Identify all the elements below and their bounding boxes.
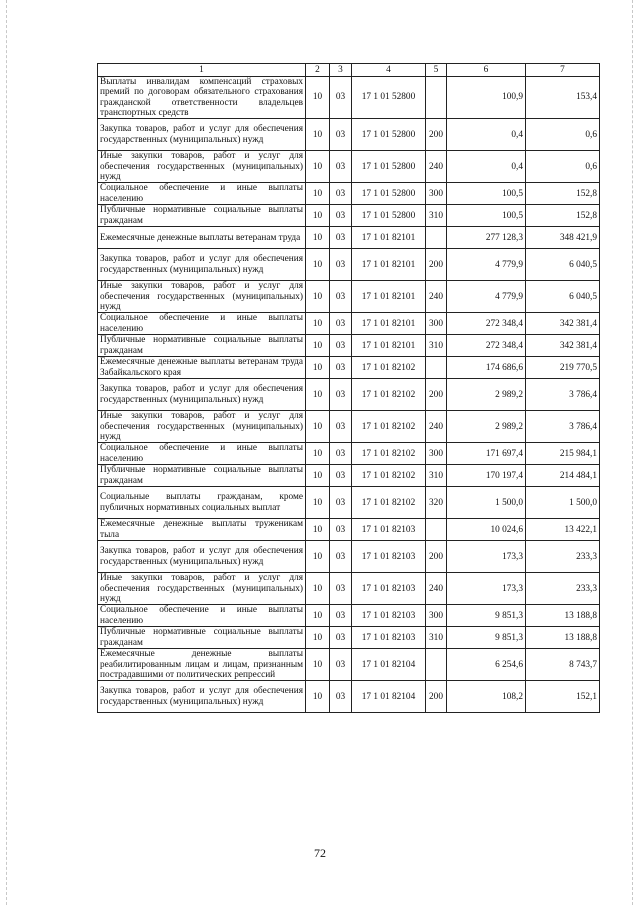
row-name-cell: Ежемесячные денежные выплаты ветеранам труда Забайкальского края (98, 357, 306, 379)
subsection-code-cell: 03 (330, 357, 352, 379)
target-article-cell: 17 1 01 82102 (352, 411, 426, 443)
section-code-cell: 10 (306, 151, 330, 183)
subsection-code-cell: 03 (330, 119, 352, 151)
expense-type-cell: 240 (426, 573, 447, 605)
table-row (98, 151, 600, 183)
table-row (98, 605, 600, 627)
subsection-code-cell: 03 (330, 443, 352, 465)
subsection-code-cell: 03 (330, 465, 352, 487)
section-code-cell: 10 (306, 205, 330, 227)
expense-type-cell: 300 (426, 605, 447, 627)
row-name-cell: Публичные нормативные социальные выплаты гражданам (98, 335, 306, 357)
row-name-cell: Закупка товаров, работ и услуг для обеспечения государственных (муниципальных) нужд (98, 681, 306, 713)
amount-col6-cell: 0,4 (447, 151, 526, 183)
subsection-code-cell: 03 (330, 605, 352, 627)
table-row (98, 379, 600, 411)
row-name-cell: Закупка товаров, работ и услуг для обеспечения государственных (муниципальных) нужд (98, 379, 306, 411)
section-code-cell: 10 (306, 411, 330, 443)
amount-col6-cell: 9 851,3 (447, 627, 526, 649)
row-name-cell: Ежемесячные денежные выплаты реабилитированным лицам и лицам, признанным пострадавшими от политических репрессий (98, 649, 306, 681)
subsection-code-cell: 03 (330, 627, 352, 649)
section-code-cell: 10 (306, 357, 330, 379)
section-code-cell: 10 (306, 681, 330, 713)
expense-type-cell: 320 (426, 487, 447, 519)
section-code-cell: 10 (306, 649, 330, 681)
target-article-cell: 17 1 01 82102 (352, 379, 426, 411)
amount-col7-cell: 348 421,9 (526, 227, 600, 249)
section-code-cell: 10 (306, 605, 330, 627)
section-code-cell: 10 (306, 281, 330, 313)
table-row (98, 443, 600, 465)
section-code-cell: 10 (306, 465, 330, 487)
row-name-cell: Социальные выплаты гражданам, кроме публичных нормативных социальных выплат (98, 487, 306, 519)
column-header: 3 (330, 64, 352, 77)
expense-type-cell (426, 649, 447, 681)
amount-col6-cell: 171 697,4 (447, 443, 526, 465)
amount-col7-cell: 8 743,7 (526, 649, 600, 681)
page-number: 72 (314, 846, 326, 860)
target-article-cell: 17 1 01 82101 (352, 281, 426, 313)
amount-col7-cell: 153,4 (526, 77, 600, 119)
table-row (98, 357, 600, 379)
budget-table (97, 63, 600, 713)
column-header: 7 (526, 64, 600, 77)
amount-col6-cell: 10 024,6 (447, 519, 526, 541)
amount-col7-cell: 215 984,1 (526, 443, 600, 465)
row-name-cell: Закупка товаров, работ и услуг для обеспечения государственных (муниципальных) нужд (98, 249, 306, 281)
expense-type-cell: 200 (426, 681, 447, 713)
row-name-cell: Иные закупки товаров, работ и услуг для обеспечения государственных (муниципальных) нужд (98, 411, 306, 443)
section-code-cell: 10 (306, 443, 330, 465)
subsection-code-cell: 03 (330, 183, 352, 205)
target-article-cell: 17 1 01 52800 (352, 205, 426, 227)
expense-type-cell: 310 (426, 465, 447, 487)
section-code-cell: 10 (306, 313, 330, 335)
subsection-code-cell: 03 (330, 281, 352, 313)
table-row (98, 183, 600, 205)
amount-col6-cell: 108,2 (447, 681, 526, 713)
amount-col7-cell: 152,8 (526, 183, 600, 205)
expense-type-cell: 300 (426, 443, 447, 465)
subsection-code-cell: 03 (330, 649, 352, 681)
section-code-cell: 10 (306, 379, 330, 411)
expense-type-cell: 200 (426, 379, 447, 411)
subsection-code-cell: 03 (330, 227, 352, 249)
subsection-code-cell: 03 (330, 681, 352, 713)
row-name-cell: Социальное обеспечение и иные выплаты населению (98, 183, 306, 205)
subsection-code-cell: 03 (330, 487, 352, 519)
target-article-cell: 17 1 01 52800 (352, 77, 426, 119)
table-row (98, 627, 600, 649)
row-name-cell: Иные закупки товаров, работ и услуг для обеспечения государственных (муниципальных) нужд (98, 573, 306, 605)
expense-type-cell: 240 (426, 281, 447, 313)
scan-edge-left (6, 0, 7, 905)
expense-type-cell: 310 (426, 335, 447, 357)
table-row (98, 313, 600, 335)
target-article-cell: 17 1 01 82101 (352, 227, 426, 249)
table-row (98, 335, 600, 357)
table-row (98, 649, 600, 681)
amount-col7-cell: 6 040,5 (526, 249, 600, 281)
amount-col6-cell: 173,3 (447, 573, 526, 605)
target-article-cell: 17 1 01 82101 (352, 313, 426, 335)
scan-edge-right (632, 0, 633, 905)
table-body (98, 77, 600, 713)
section-code-cell: 10 (306, 627, 330, 649)
row-name-cell: Иные закупки товаров, работ и услуг для обеспечения государственных (муниципальных) нужд (98, 281, 306, 313)
amount-col7-cell: 3 786,4 (526, 411, 600, 443)
table-row (98, 281, 600, 313)
subsection-code-cell: 03 (330, 379, 352, 411)
target-article-cell: 17 1 01 82102 (352, 357, 426, 379)
amount-col6-cell: 9 851,3 (447, 605, 526, 627)
row-name-cell: Публичные нормативные социальные выплаты гражданам (98, 627, 306, 649)
amount-col7-cell: 219 770,5 (526, 357, 600, 379)
section-code-cell: 10 (306, 541, 330, 573)
target-article-cell: 17 1 01 82102 (352, 487, 426, 519)
target-article-cell: 17 1 01 52800 (352, 151, 426, 183)
table-row (98, 681, 600, 713)
row-name-cell: Социальное обеспечение и иные выплаты населению (98, 605, 306, 627)
section-code-cell: 10 (306, 487, 330, 519)
amount-col6-cell: 2 989,2 (447, 411, 526, 443)
subsection-code-cell: 03 (330, 519, 352, 541)
expense-type-cell: 300 (426, 183, 447, 205)
section-code-cell: 10 (306, 519, 330, 541)
row-name-cell: Публичные нормативные социальные выплаты гражданам (98, 465, 306, 487)
section-code-cell: 10 (306, 119, 330, 151)
target-article-cell: 17 1 01 52800 (352, 183, 426, 205)
section-code-cell: 10 (306, 227, 330, 249)
target-article-cell: 17 1 01 82101 (352, 335, 426, 357)
amount-col7-cell: 3 786,4 (526, 379, 600, 411)
table-row (98, 519, 600, 541)
expense-type-cell: 240 (426, 411, 447, 443)
column-header: 2 (306, 64, 330, 77)
subsection-code-cell: 03 (330, 249, 352, 281)
table-row (98, 205, 600, 227)
amount-col7-cell: 0,6 (526, 151, 600, 183)
expense-type-cell: 310 (426, 205, 447, 227)
amount-col7-cell: 152,8 (526, 205, 600, 227)
amount-col7-cell: 0,6 (526, 119, 600, 151)
table-row (98, 487, 600, 519)
target-article-cell: 17 1 01 82102 (352, 465, 426, 487)
amount-col6-cell: 4 779,9 (447, 249, 526, 281)
table-row (98, 77, 600, 119)
column-header: 1 (98, 64, 306, 77)
amount-col7-cell: 6 040,5 (526, 281, 600, 313)
row-name-cell: Публичные нормативные социальные выплаты гражданам (98, 205, 306, 227)
table-row (98, 465, 600, 487)
amount-col6-cell: 272 348,4 (447, 335, 526, 357)
table-row (98, 573, 600, 605)
expense-type-cell (426, 227, 447, 249)
amount-col7-cell: 152,1 (526, 681, 600, 713)
row-name-cell: Ежемесячные денежные выплаты ветеранам труда (98, 227, 306, 249)
subsection-code-cell: 03 (330, 151, 352, 183)
amount-col6-cell: 272 348,4 (447, 313, 526, 335)
subsection-code-cell: 03 (330, 573, 352, 605)
row-name-cell: Социальное обеспечение и иные выплаты населению (98, 443, 306, 465)
section-code-cell: 10 (306, 249, 330, 281)
expense-type-cell: 240 (426, 151, 447, 183)
row-name-cell: Выплаты инвалидам компенсаций страховых премий по договорам обязательного страхования гражданской ответственности владельцев транспортных средств (98, 77, 306, 119)
subsection-code-cell: 03 (330, 411, 352, 443)
target-article-cell: 17 1 01 52800 (352, 119, 426, 151)
row-name-cell: Социальное обеспечение и иные выплаты населению (98, 313, 306, 335)
column-header: 6 (447, 64, 526, 77)
amount-col7-cell: 1 500,0 (526, 487, 600, 519)
subsection-code-cell: 03 (330, 205, 352, 227)
subsection-code-cell: 03 (330, 77, 352, 119)
target-article-cell: 17 1 01 82103 (352, 541, 426, 573)
amount-col7-cell: 13 188,8 (526, 605, 600, 627)
target-article-cell: 17 1 01 82104 (352, 681, 426, 713)
section-code-cell: 10 (306, 77, 330, 119)
amount-col6-cell: 170 197,4 (447, 465, 526, 487)
target-article-cell: 17 1 01 82103 (352, 605, 426, 627)
amount-col7-cell: 13 188,8 (526, 627, 600, 649)
amount-col6-cell: 0,4 (447, 119, 526, 151)
section-code-cell: 10 (306, 183, 330, 205)
column-header: 5 (426, 64, 447, 77)
amount-col7-cell: 342 381,4 (526, 313, 600, 335)
amount-col6-cell: 100,5 (447, 183, 526, 205)
expense-type-cell: 300 (426, 313, 447, 335)
amount-col6-cell: 1 500,0 (447, 487, 526, 519)
table-row (98, 541, 600, 573)
amount-col6-cell: 174 686,6 (447, 357, 526, 379)
amount-col7-cell: 214 484,1 (526, 465, 600, 487)
table-row (98, 227, 600, 249)
amount-col7-cell: 233,3 (526, 573, 600, 605)
table-row (98, 411, 600, 443)
target-article-cell: 17 1 01 82103 (352, 519, 426, 541)
row-name-cell: Ежемесячные денежные выплаты труженикам тыла (98, 519, 306, 541)
amount-col6-cell: 173,3 (447, 541, 526, 573)
target-article-cell: 17 1 01 82104 (352, 649, 426, 681)
header-row (98, 64, 600, 77)
expense-type-cell (426, 77, 447, 119)
expense-type-cell: 200 (426, 119, 447, 151)
expense-type-cell: 200 (426, 249, 447, 281)
amount-col7-cell: 13 422,1 (526, 519, 600, 541)
table-row (98, 249, 600, 281)
amount-col7-cell: 233,3 (526, 541, 600, 573)
row-name-cell: Закупка товаров, работ и услуг для обеспечения государственных (муниципальных) нужд (98, 541, 306, 573)
expense-type-cell: 310 (426, 627, 447, 649)
subsection-code-cell: 03 (330, 313, 352, 335)
column-header: 4 (352, 64, 426, 77)
expense-type-cell (426, 357, 447, 379)
amount-col6-cell: 100,5 (447, 205, 526, 227)
row-name-cell: Иные закупки товаров, работ и услуг для обеспечения государственных (муниципальных) нужд (98, 151, 306, 183)
target-article-cell: 17 1 01 82102 (352, 443, 426, 465)
table-row (98, 119, 600, 151)
amount-col6-cell: 6 254,6 (447, 649, 526, 681)
expense-type-cell (426, 519, 447, 541)
amount-col7-cell: 342 381,4 (526, 335, 600, 357)
section-code-cell: 10 (306, 335, 330, 357)
amount-col6-cell: 4 779,9 (447, 281, 526, 313)
target-article-cell: 17 1 01 82101 (352, 249, 426, 281)
amount-col6-cell: 2 989,2 (447, 379, 526, 411)
target-article-cell: 17 1 01 82103 (352, 627, 426, 649)
section-code-cell: 10 (306, 573, 330, 605)
amount-col6-cell: 277 128,3 (447, 227, 526, 249)
row-name-cell: Закупка товаров, работ и услуг для обеспечения государственных (муниципальных) нужд (98, 119, 306, 151)
amount-col6-cell: 100,9 (447, 77, 526, 119)
target-article-cell: 17 1 01 82103 (352, 573, 426, 605)
expense-type-cell: 200 (426, 541, 447, 573)
subsection-code-cell: 03 (330, 335, 352, 357)
subsection-code-cell: 03 (330, 541, 352, 573)
